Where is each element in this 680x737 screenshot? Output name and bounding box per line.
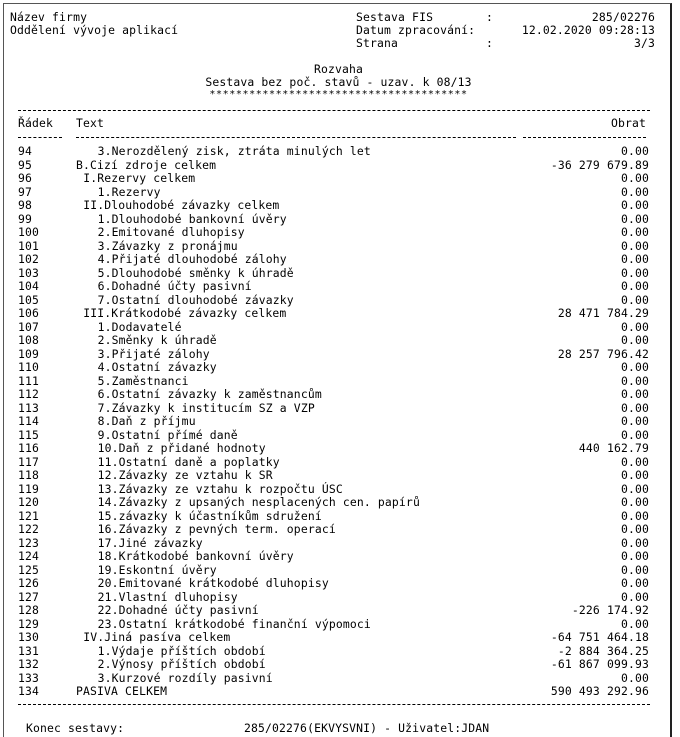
row-number: 122 bbox=[18, 522, 40, 536]
row-amount: 0.00 bbox=[620, 508, 649, 523]
row-number: 127 bbox=[18, 589, 40, 604]
row-amount: 0.00 bbox=[620, 225, 649, 239]
row-amount: 0.00 bbox=[620, 549, 649, 563]
row-amount: 0.00 bbox=[620, 184, 649, 199]
row-text: 19.Eskontní úvěry bbox=[97, 562, 217, 577]
table-row bbox=[4, 483, 673, 497]
row-text: 17.Jiné závazky bbox=[97, 535, 203, 550]
table-row bbox=[4, 564, 673, 578]
table-row bbox=[4, 348, 673, 362]
page-sep: : bbox=[486, 36, 494, 50]
department-name: Oddělení vývoje aplikací bbox=[10, 23, 179, 37]
table-row bbox=[4, 213, 673, 227]
row-amount: 0.00 bbox=[620, 427, 649, 442]
col-amount-header: Obrat bbox=[610, 116, 646, 130]
table-row bbox=[4, 388, 673, 402]
row-number: 96 bbox=[18, 171, 33, 185]
row-amount: 0.00 bbox=[620, 414, 649, 428]
row-number: 133 bbox=[18, 670, 40, 685]
report-title: Rozvaha bbox=[313, 62, 364, 76]
processed-datetime: 12.02.2020 09:28:13 bbox=[521, 23, 655, 37]
col-text-header: Text bbox=[76, 116, 105, 130]
row-amount: 0.00 bbox=[620, 198, 649, 212]
row-text: 14.Závazky z upsaných nesplacených cen. papírů bbox=[97, 495, 420, 509]
row-number: 112 bbox=[18, 387, 40, 401]
row-number: 120 bbox=[18, 495, 40, 509]
row-number: 125 bbox=[18, 562, 40, 577]
row-number: 130 bbox=[18, 630, 40, 644]
row-text: 12.Závazky ze vztahu k SR bbox=[97, 468, 273, 482]
col-line-header: Řádek bbox=[18, 116, 54, 130]
row-amount: 0.00 bbox=[620, 387, 649, 401]
row-number: 116 bbox=[18, 441, 40, 455]
table-row bbox=[4, 577, 673, 591]
table-row bbox=[4, 321, 673, 335]
row-amount: 0.00 bbox=[620, 238, 649, 253]
row-text: IV.Jiná pasíva celkem bbox=[83, 630, 231, 644]
row-amount: 0.00 bbox=[620, 144, 649, 158]
row-text: 3.Závazky z pronájmu bbox=[97, 238, 238, 253]
row-text: III.Krátkodobé závazky celkem bbox=[83, 306, 287, 320]
row-text: B.Cizí zdroje celkem bbox=[76, 157, 217, 172]
table-row bbox=[4, 199, 673, 213]
page-number: 3/3 bbox=[633, 36, 655, 50]
row-number: 117 bbox=[18, 454, 40, 469]
row-amount: 0.00 bbox=[620, 535, 649, 550]
row-text: 2.Emitované dluhopisy bbox=[97, 225, 245, 239]
row-number: 129 bbox=[18, 616, 40, 631]
row-text: 6.Ostatní závazky k zaměstnancům bbox=[97, 387, 322, 401]
row-text: 4.Ostatní závazky bbox=[97, 360, 217, 374]
row-number: 101 bbox=[18, 238, 40, 253]
row-amount: 28 257 796.42 bbox=[557, 346, 649, 361]
row-text: 9.Ostatní přímé daně bbox=[97, 427, 238, 442]
table-row bbox=[4, 280, 673, 294]
row-number: 97 bbox=[18, 184, 33, 199]
table-row bbox=[4, 429, 673, 443]
row-text: 1.Výdaje příštích období bbox=[97, 643, 266, 658]
row-text: 13.Závazky ze vztahu k rozpočtu ÚSC bbox=[97, 481, 343, 496]
row-number: 119 bbox=[18, 481, 40, 496]
table-row bbox=[4, 645, 673, 659]
row-text: 7.Závazky k institucím SZ a VZP bbox=[97, 400, 315, 415]
bottom-rule bbox=[18, 704, 650, 705]
table-row bbox=[4, 672, 673, 686]
row-number: 114 bbox=[18, 414, 40, 428]
table-row bbox=[4, 658, 673, 672]
row-amount: 0.00 bbox=[620, 576, 649, 590]
row-text: 1.Rezervy bbox=[97, 184, 161, 199]
table-row bbox=[4, 145, 673, 159]
row-amount: 0.00 bbox=[620, 670, 649, 685]
row-amount: -226 174.92 bbox=[571, 603, 649, 617]
row-amount: 0.00 bbox=[620, 454, 649, 469]
row-amount: 0.00 bbox=[620, 616, 649, 631]
row-amount: 0.00 bbox=[620, 400, 649, 415]
row-number: 100 bbox=[18, 225, 40, 239]
row-number: 107 bbox=[18, 319, 40, 334]
table-row bbox=[4, 604, 673, 618]
row-amount: 0.00 bbox=[620, 319, 649, 334]
row-text: 21.Vlastní dluhopisy bbox=[97, 589, 238, 604]
table-row bbox=[4, 469, 673, 483]
row-number: 105 bbox=[18, 292, 40, 307]
row-amount: 590 493 292.96 bbox=[550, 684, 649, 698]
report-page bbox=[3, 3, 672, 737]
row-number: 110 bbox=[18, 360, 40, 374]
row-number: 132 bbox=[18, 657, 40, 671]
row-amount: 0.00 bbox=[620, 292, 649, 307]
table-row bbox=[4, 496, 673, 510]
row-number: 134 bbox=[18, 684, 40, 698]
row-amount: 440 162.79 bbox=[578, 441, 649, 455]
table-row bbox=[4, 456, 673, 470]
row-number: 113 bbox=[18, 400, 40, 415]
row-text: 5.Zaměstnanci bbox=[97, 373, 189, 388]
table-row bbox=[4, 240, 673, 254]
row-text: 8.Daň z příjmu bbox=[97, 414, 196, 428]
row-amount: -64 751 464.18 bbox=[550, 630, 649, 644]
report-user-info: 285/02276(EKVYSVNI) - Uživatel:JDAN bbox=[244, 721, 490, 735]
table-row bbox=[4, 186, 673, 200]
row-text: 15.závazky k účastníkům sdružení bbox=[97, 508, 322, 523]
processed-label: Datum zpracování: bbox=[356, 23, 476, 37]
row-number: 99 bbox=[18, 211, 33, 226]
row-amount: 0.00 bbox=[620, 252, 649, 266]
row-text: 23.Ostatní krátkodobé finanční výpomoci bbox=[97, 616, 371, 631]
row-text: PASIVA CELKEM bbox=[76, 684, 168, 698]
row-text: 20.Emitované krátkodobé dluhopisy bbox=[97, 576, 329, 590]
row-amount: 0.00 bbox=[620, 589, 649, 604]
row-amount: -61 867 099.93 bbox=[550, 657, 649, 671]
table-row bbox=[4, 591, 673, 605]
row-number: 123 bbox=[18, 535, 40, 550]
row-number: 131 bbox=[18, 643, 40, 658]
row-number: 124 bbox=[18, 549, 40, 563]
row-amount: -36 279 679.89 bbox=[550, 157, 649, 172]
row-text: 10.Daň z přidané hodnoty bbox=[97, 441, 266, 455]
table-row bbox=[4, 523, 673, 537]
table-row bbox=[4, 510, 673, 524]
table-row bbox=[4, 537, 673, 551]
row-number: 128 bbox=[18, 603, 40, 617]
company-name: Název firmy bbox=[10, 10, 88, 24]
row-text: 16.Závazky z pevných term. operací bbox=[97, 522, 336, 536]
row-amount: 0.00 bbox=[620, 562, 649, 577]
table-row bbox=[4, 226, 673, 240]
row-amount: -2 884 364.25 bbox=[557, 643, 649, 658]
row-amount: 0.00 bbox=[620, 360, 649, 374]
row-number: 118 bbox=[18, 468, 40, 482]
row-text: 1.Dlouhodobé bankovní úvěry bbox=[97, 211, 287, 226]
col-amount-rule bbox=[523, 137, 646, 138]
table-row bbox=[4, 294, 673, 308]
row-number: 98 bbox=[18, 198, 33, 212]
row-text: 3.Kurzové rozdíly pasivní bbox=[97, 670, 273, 685]
row-amount: 28 471 784.29 bbox=[557, 306, 649, 320]
row-number: 104 bbox=[18, 279, 40, 293]
col-line-rule bbox=[18, 137, 62, 138]
row-number: 126 bbox=[18, 576, 40, 590]
table-row bbox=[4, 618, 673, 632]
report-subtitle: Sestava bez poč. stavů - uzav. k 08/13 bbox=[205, 75, 472, 89]
title-underline: *************************************** bbox=[209, 89, 468, 100]
table-row bbox=[4, 402, 673, 416]
row-amount: 0.00 bbox=[620, 373, 649, 388]
table-row bbox=[4, 361, 673, 375]
table-row bbox=[4, 307, 673, 321]
row-amount: 0.00 bbox=[620, 171, 649, 185]
row-number: 108 bbox=[18, 333, 40, 347]
table-row bbox=[4, 550, 673, 564]
report-number: 285/02276 bbox=[591, 10, 655, 24]
top-rule bbox=[18, 110, 650, 111]
row-text: 11.Ostatní daně a poplatky bbox=[97, 454, 280, 469]
row-number: 94 bbox=[18, 144, 33, 158]
row-number: 95 bbox=[18, 157, 33, 172]
row-amount: 0.00 bbox=[620, 265, 649, 280]
page-label: Strana bbox=[356, 36, 399, 50]
col-text-rule bbox=[76, 137, 516, 138]
row-text: 2.Výnosy příštích období bbox=[97, 657, 266, 671]
row-amount: 0.00 bbox=[620, 333, 649, 347]
row-amount: 0.00 bbox=[620, 481, 649, 496]
end-of-report-label: Konec sestavy: bbox=[26, 721, 125, 735]
table-row bbox=[4, 415, 673, 429]
row-text: I.Rezervy celkem bbox=[83, 171, 196, 185]
row-text: 4.Přijaté dlouhodobé zálohy bbox=[97, 252, 287, 266]
row-amount: 0.00 bbox=[620, 468, 649, 482]
row-text: 1.Dodavatelé bbox=[97, 319, 182, 334]
row-number: 106 bbox=[18, 306, 40, 320]
row-number: 111 bbox=[18, 373, 40, 388]
row-amount: 0.00 bbox=[620, 522, 649, 536]
table-row bbox=[4, 159, 673, 173]
row-text: 5.Dlouhodobé směnky k úhradě bbox=[97, 265, 294, 280]
row-text: 2.Směnky k úhradě bbox=[97, 333, 217, 347]
table-row bbox=[4, 631, 673, 645]
row-text: 18.Krátkodobé bankovní úvěry bbox=[97, 549, 294, 563]
row-number: 115 bbox=[18, 427, 40, 442]
row-text: II.Dlouhodobé závazky celkem bbox=[83, 198, 280, 212]
row-text: 6.Dohadné účty pasivní bbox=[97, 279, 252, 293]
row-text: 7.Ostatní dlouhodobé závazky bbox=[97, 292, 294, 307]
row-number: 103 bbox=[18, 265, 40, 280]
row-text: 22.Dohadné účty pasivní bbox=[97, 603, 259, 617]
row-amount: 0.00 bbox=[620, 279, 649, 293]
row-number: 109 bbox=[18, 346, 40, 361]
table-row bbox=[4, 253, 673, 267]
table-row bbox=[4, 172, 673, 186]
row-number: 102 bbox=[18, 252, 40, 266]
table-row bbox=[4, 375, 673, 389]
table-row bbox=[4, 267, 673, 281]
report-sep: : bbox=[486, 10, 494, 24]
table-row bbox=[4, 334, 673, 348]
row-amount: 0.00 bbox=[620, 211, 649, 226]
row-amount: 0.00 bbox=[620, 495, 649, 509]
table-row bbox=[4, 442, 673, 456]
row-number: 121 bbox=[18, 508, 40, 523]
report-label: Sestava FIS bbox=[356, 10, 434, 24]
row-text: 3.Nerozdělený zisk, ztráta minulých let bbox=[97, 144, 371, 158]
table-row bbox=[4, 685, 673, 699]
row-text: 3.Přijaté zálohy bbox=[97, 346, 210, 361]
